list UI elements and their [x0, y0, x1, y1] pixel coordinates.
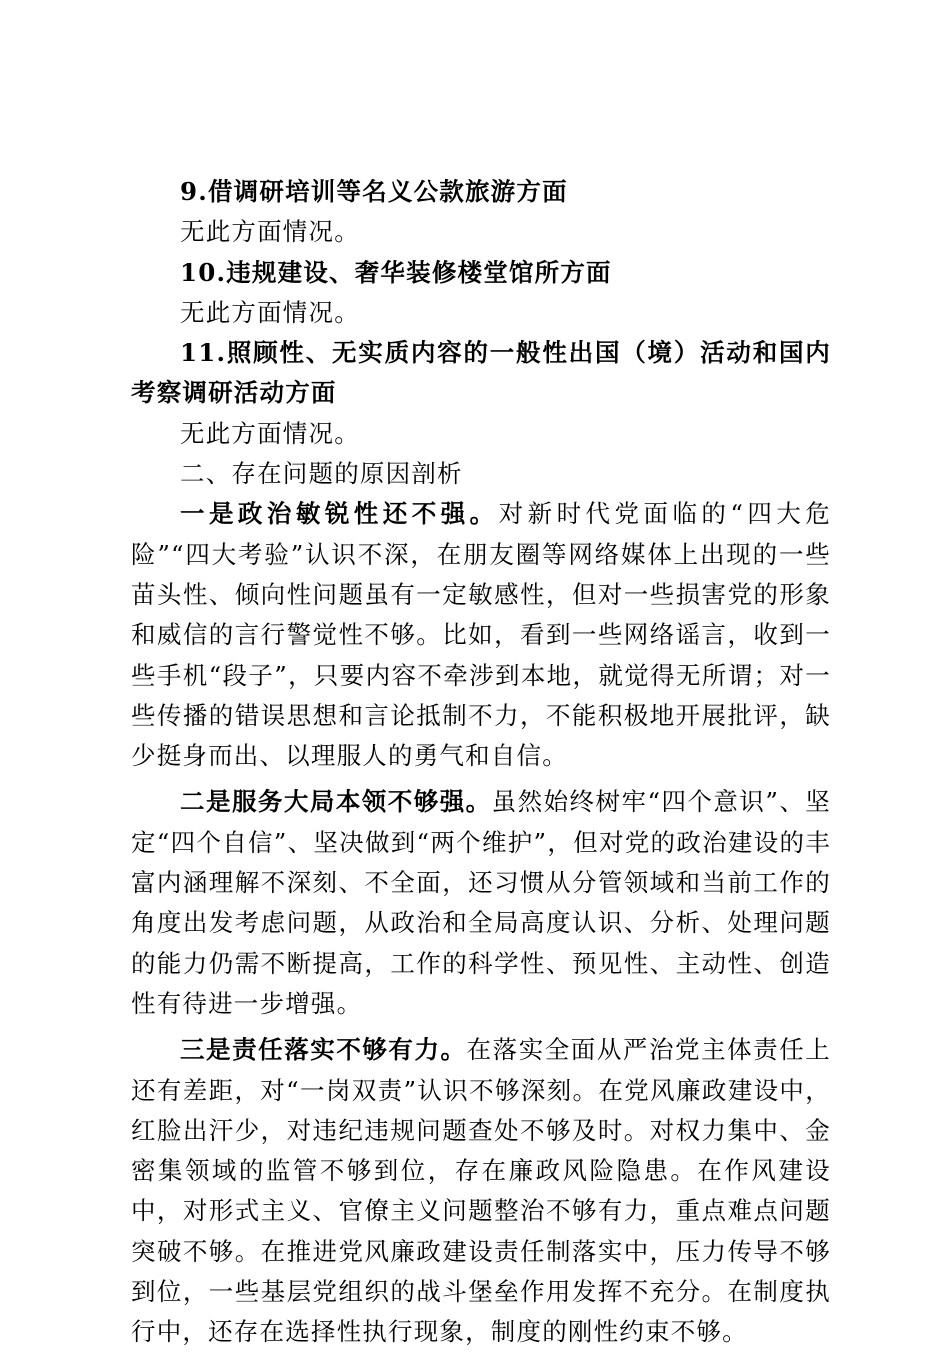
point-1-lead: 一是政治敏锐性还不强。	[180, 499, 499, 529]
point-1-paragraph	[131, 494, 831, 776]
point-3-paragraph	[131, 1030, 831, 1352]
item-10-body: 无此方面情况。	[180, 297, 360, 327]
point-3-lead: 三是责任落实不够有力。	[180, 1035, 467, 1065]
section-2-heading: 二、存在问题的原因剖析	[180, 459, 463, 489]
item-11-heading: 11.照顾性、无实质内容的一般性出国（境）活动和国内考察调研活动方面	[131, 338, 831, 408]
point-2-lead: 二是服务大局本领不够强。	[180, 787, 492, 817]
item-11-body: 无此方面情况。	[180, 418, 360, 448]
point-2-text: 虽然始终树牢“四个意识”、坚定“四个自信”、坚决做到“两个维护”，但对党的政治建设的丰富内涵理解不深刻、不全面，还习惯从分管领域和当前工作的角度出发考虑问题，从政治和全局高度认识、分析、处理问题的能力仍需不断提高，工作的科学性、预见性、主动性、创造性有待进一步增强。	[131, 787, 831, 1018]
document-body	[131, 172, 831, 1353]
item-10-heading: 10.违规建设、奢华装修楼堂馆所方面	[180, 257, 612, 287]
point-3-text: 在落实全面从严治党主体责任上还有差距，对“一岗双责”认识不够深刻。在党风廉政建设中，红脸出汗少，对违纪违规问题查处不够及时。对权力集中、金密集领域的监管不够到位，存在廉政风险隐患。在作风建设中，对形式主义、官僚主义问题整治不够有力，重点难点问题突破不够。在推进党风廉政建设责任制落实中，压力传导不够到位，一些基层党组织的战斗堡垒作用发挥不充分。在制度执行中，还存在选择性执行现象，制度的刚性约束不够。	[131, 1035, 831, 1347]
point-1-text: 对新时代党面临的“四大危险”“四大考验”认识不深，在朋友圈等网络媒体上出现的一些苗头性、倾向性问题虽有一定敏感性，但对一些损害党的形象和威信的言行警觉性不够。比如，看到一些网络谣言，收到一些手机“段子”，只要内容不牵涉到本地，就觉得无所谓；对一些传播的错误思想和言论抵制不力，不能积极地开展批评，缺少挺身而出、以理服人的勇气和自信。	[131, 499, 831, 771]
point-2-paragraph	[131, 782, 831, 1024]
item-9-body: 无此方面情况。	[180, 217, 360, 247]
item-9-heading: 9.借调研培训等名义公款旅游方面	[180, 177, 568, 206]
